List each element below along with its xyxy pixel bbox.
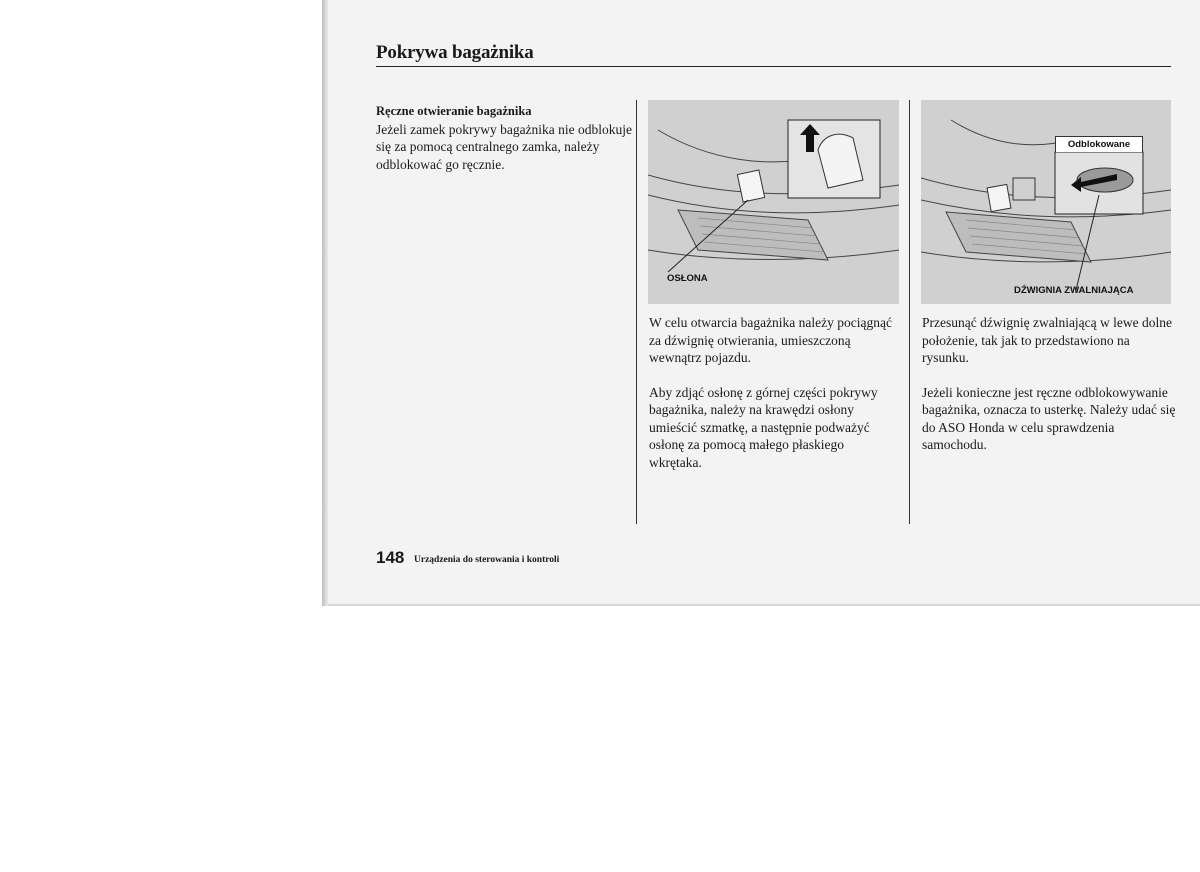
- section-footer: Urządzenia do sterowania i kontroli: [414, 555, 560, 565]
- column-3: [922, 314, 1176, 454]
- column-3-paragraph-2: Jeżeli konieczne jest ręczne odblokowywanie bagażnika, oznacza to usterkę. Należy udać się do ASO Honda w celu sprawdzenia samochodu.: [922, 384, 1176, 452]
- column-divider-1: [636, 100, 637, 524]
- title-divider: [376, 66, 1171, 67]
- column-2-paragraph-1: W celu otwarcia bagażnika należy pociągnąć za dźwignię otwierania, umieszczoną wewnątrz pojazdu.: [649, 315, 892, 365]
- callout-cover: OSŁONA: [667, 273, 708, 284]
- column-1: [376, 103, 634, 173]
- callout-unlocked: Odblokowane: [1055, 136, 1143, 152]
- column-2: [649, 314, 899, 471]
- figure-release-lever-illustration: [921, 100, 1171, 304]
- page-gutter-shadow: [322, 0, 328, 606]
- column-3-paragraph-1: Przesunąć dźwignię zwalniającą w lewe dolne położenie, tak jak to przedstawiono na rysunku.: [922, 315, 1173, 365]
- figure-cover-illustration: [648, 100, 899, 304]
- column-2-paragraph-2: Aby zdjąć osłonę z górnej części pokrywy bagażnika, należy na krawędzi osłony umieścić szmatkę, a następnie podważyć osłonę za pomocą małego płaskiego wkrętaka.: [649, 384, 878, 470]
- release-lever-drawing: [921, 100, 1171, 304]
- callout-release-lever: DŹWIGNIA ZWALNIAJĄCA: [1014, 285, 1134, 296]
- section-subheading: Ręczne otwieranie bagażnika: [376, 104, 532, 118]
- page-title: Pokrywa bagażnika: [376, 42, 534, 63]
- column-divider-2: [909, 100, 910, 524]
- page-number: 148: [376, 548, 405, 567]
- column-1-paragraph: Jeżeli zamek pokrywy bagażnika nie odblokuje się za pomocą centralnego zamka, należy odblokować go ręcznie.: [376, 121, 633, 172]
